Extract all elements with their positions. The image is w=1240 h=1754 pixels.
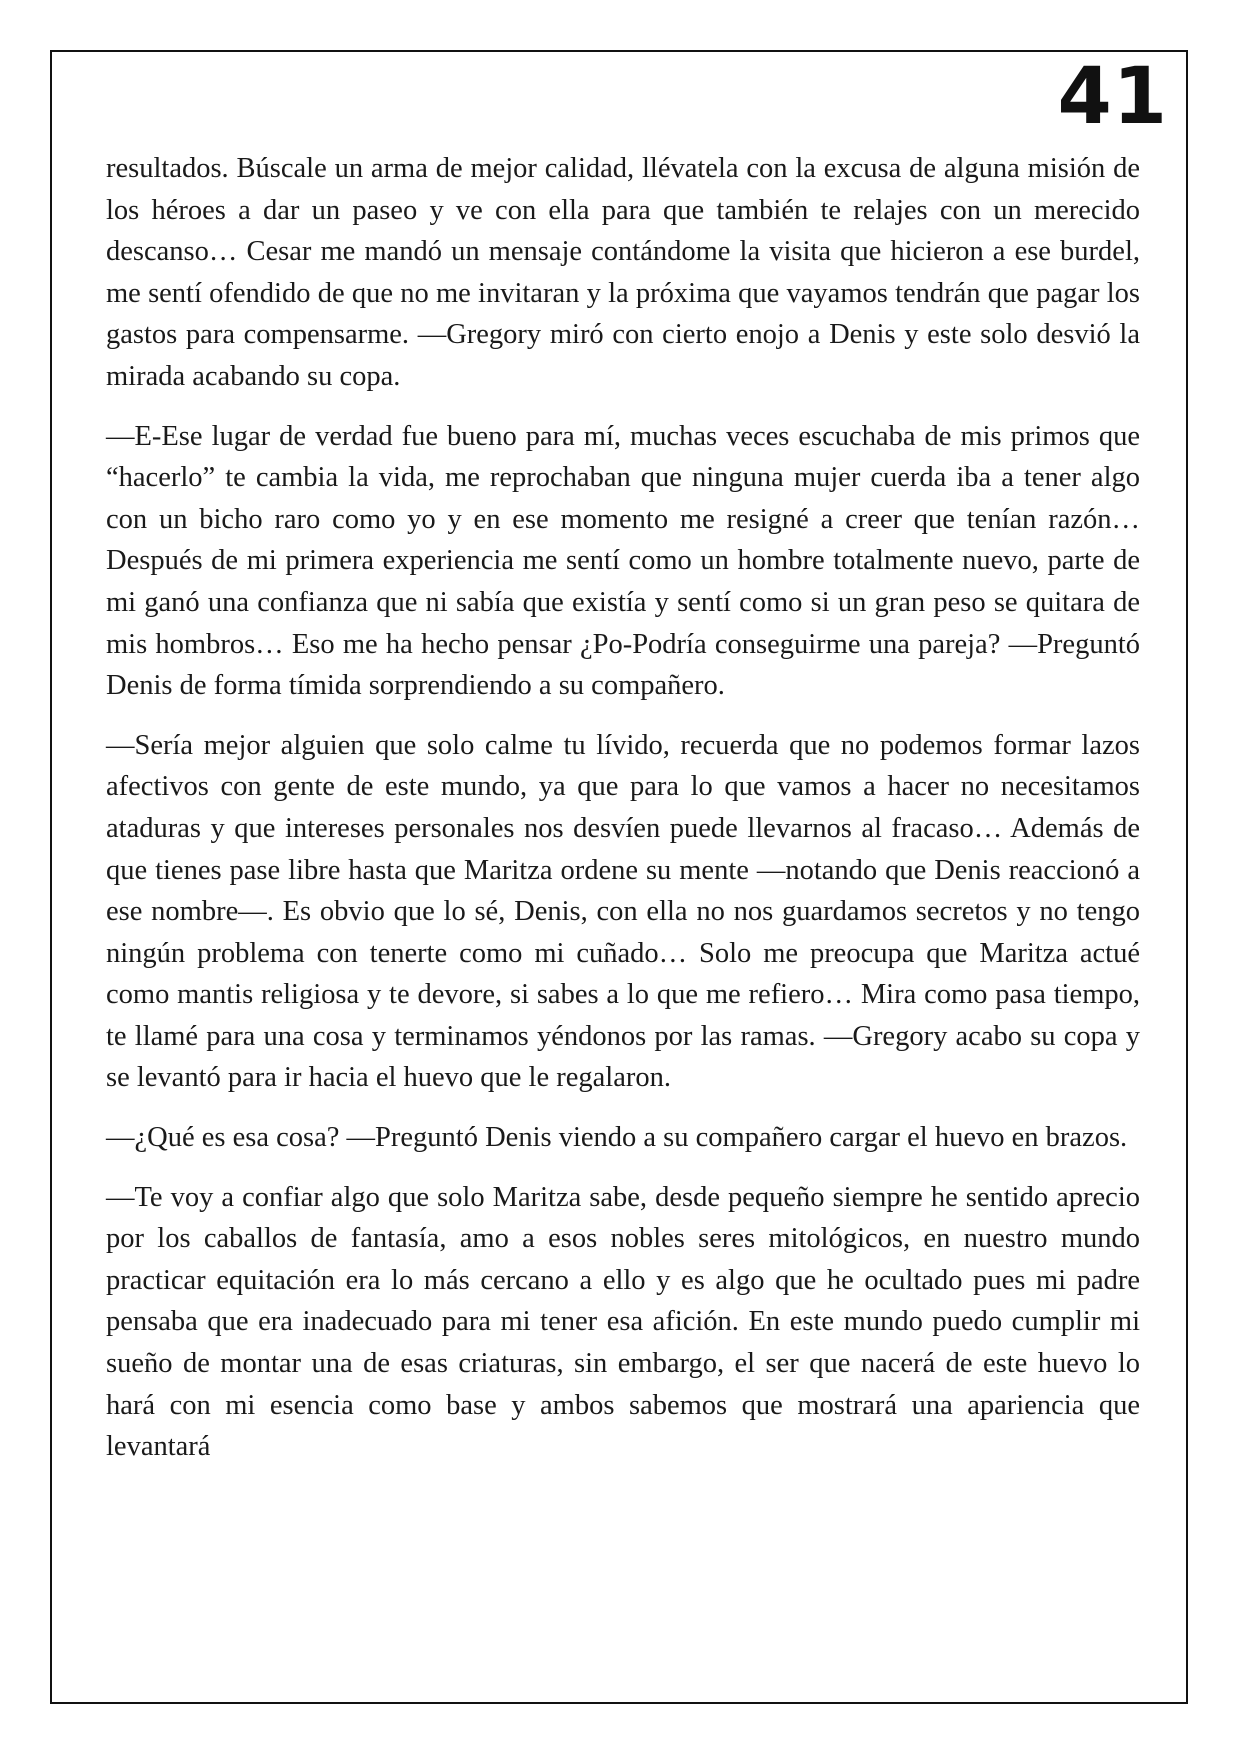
paragraph-5: —Te voy a confiar algo que solo Maritza sabe, desde pequeño siempre he sentido aprecio por los caballos de fantasía, amo a esos nobles seres mitológicos, en nuestro mundo practicar equitación era lo más cercano a ello y es algo que he ocultado pues mi padre pensaba que era inadecuado para mi tener esa afición. En este mundo puedo cumplir mi sueño de montar una de esas criaturas, sin embargo, el ser que nacerá de este huevo lo hará con mi esencia como base y ambos sabemos que mostrará una apariencia que levantará	[106, 1181, 1140, 1463]
body-text	[106, 148, 1140, 1486]
paragraph-4: —¿Qué es esa cosa? —Preguntó Denis viendo a su compañero cargar el huevo en brazos.	[106, 1122, 1128, 1154]
paragraph-2: —E-Ese lugar de verdad fue bueno para mí, muchas veces escuchaba de mis primos que “hacerlo” te cambia la vida, me reprochaban que ninguna mujer cuerda iba a tener algo con un bicho raro como yo y en ese momento me resigné a creer que tenían razón… Después de mi primera experiencia me sentí como un hombre totalmente nuevo, parte de mi ganó una confianza que ni sabía que existía y sentí como si un gran peso se quitara de mis hombros… Eso me ha hecho pensar ¿Po-Podría conseguirme una pareja? —Preguntó Denis de forma tímida sorprendiendo a su compañero.	[106, 420, 1140, 702]
page-frame	[50, 50, 1188, 1704]
paragraph-1: resultados. Búscale un arma de mejor calidad, llévatela con la excusa de alguna misión de los héroes a dar un paseo y ve con ella para que también te relajes con un merecido descanso… Cesar me mandó un mensaje contándome la visita que hicieron a ese burdel, me sentí ofendido de que no me invitaran y la próxima que vayamos tendrán que pagar los gastos para compensarme. —Gregory miró con cierto enojo a Denis y este solo desvió la mirada acabando su copa.	[106, 153, 1140, 392]
page-number: 41	[1057, 52, 1168, 142]
paragraph-3: —Sería mejor alguien que solo calme tu lívido, recuerda que no podemos formar lazos afectivos con gente de este mundo, ya que para lo que vamos a hacer no necesitamos ataduras y que intereses personales nos desvíen puede llevarnos al fracaso… Además de que tienes pase libre hasta que Maritza ordene su mente —notando que Denis reaccionó a ese nombre—. Es obvio que lo sé, Denis, con ella no nos guardamos secretos y no tengo ningún problema con tenerte como mi cuñado… Solo me preocupa que Maritza actué como mantis religiosa y te devore, si sabes a lo que me refiero… Mira como pasa tiempo, te llamé para una cosa y terminamos yéndonos por las ramas. —Gregory acabo su copa y se levantó para ir hacia el huevo que le regalaron.	[106, 729, 1140, 1094]
